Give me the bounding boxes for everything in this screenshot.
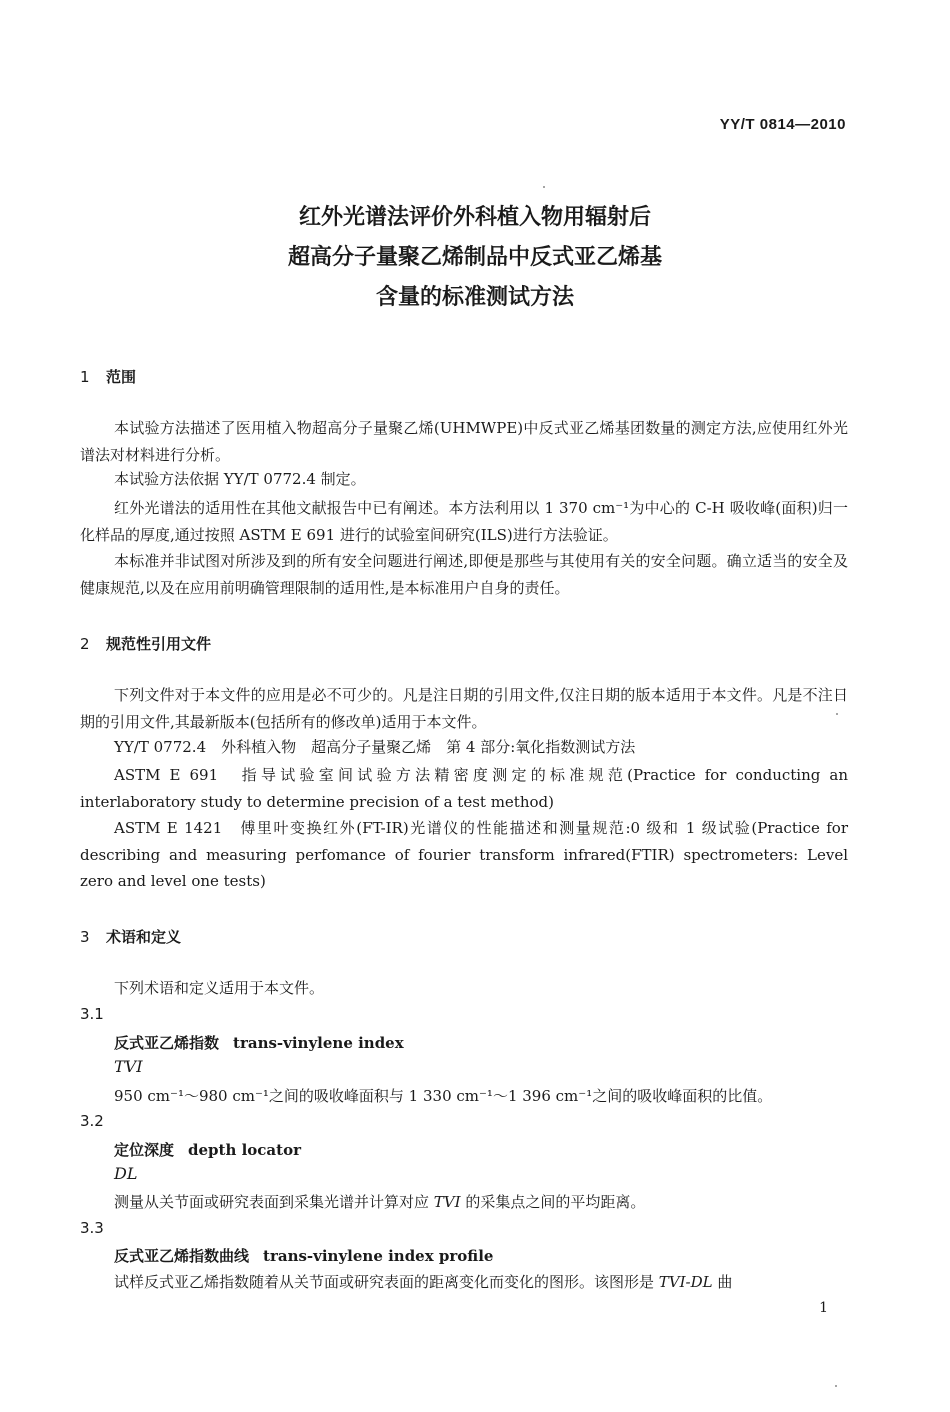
scan-speck: [835, 1385, 837, 1387]
document-title: [0, 198, 950, 318]
term-3-3-number: 3.3: [80, 1219, 104, 1237]
term-3-2-chinese: 定位深度: [114, 1141, 175, 1159]
section-2-paragraph-1: 下列文件对于本文件的应用是必不可少的。凡是注日期的引用文件,仅注日期的版本适用于本文件。凡是不注日期的引用文件,其最新版本(包括所有的修改单)适用于本文件。: [80, 686, 848, 731]
section-1-heading: [80, 366, 136, 387]
term-3-3-definition-symbol: TVI-DL: [658, 1273, 713, 1291]
term-3-1-number: 3.1: [80, 1005, 104, 1023]
title-line-3: 含量的标准测试方法: [375, 285, 574, 310]
section-1-paragraph-2: 本试验方法依据 YY/T 0772.4 制定。: [114, 470, 366, 488]
term-3-1-abbreviation: TVI: [114, 1057, 143, 1076]
term-3-3-definition: [114, 1271, 732, 1292]
page-number: 1: [819, 1300, 828, 1316]
term-3-2-definition-symbol: TVI: [433, 1193, 461, 1211]
section-1-number: 1: [80, 368, 90, 386]
term-3-1: [114, 1032, 404, 1053]
section-1-paragraph-4: 本标准并非试图对所涉及到的所有安全问题进行阐述,即便是那些与其使用有关的安全问题。确立适当的安全及健康规范,以及在应用前明确管理限制的适用性,是本标准用户自身的责任。: [80, 552, 848, 597]
term-3-2: [114, 1139, 301, 1160]
section-2-heading: [80, 633, 211, 654]
term-3-2-definition: [114, 1191, 645, 1212]
term-3-2-abbreviation: DL: [114, 1164, 138, 1183]
reference-astm-e1421: ASTM E 1421 傅里叶变换红外(FT-IR)光谱仪的性能描述和测量规范:0 级和 1 级试验(Practice for describing and measuring perfomance of fourier transform infrared(FTIR) spectrometers: Level zero and level one tests): [80, 819, 848, 890]
term-3-2-definition-start: 测量从关节面或研究表面到采集光谱并计算对应: [114, 1193, 434, 1211]
term-3-3-definition-start: 试样反式亚乙烯指数随着从关节面或研究表面的距离变化而变化的图形。该图形是: [114, 1273, 659, 1291]
section-3-title: 术语和定义: [106, 928, 182, 946]
section-1-paragraph-1: 本试验方法描述了医用植入物超高分子量聚乙烯(UHMWPE)中反式亚乙烯基团数量的测定方法,应使用红外光谱法对材料进行分析。: [80, 419, 848, 464]
title-line-1: 红外光谱法评价外科植入物用辐射后: [298, 205, 651, 230]
section-1-title: 范围: [106, 368, 137, 386]
section-2-number: 2: [80, 635, 90, 653]
scan-speck: [836, 713, 838, 715]
term-3-2-number: 3.2: [80, 1112, 104, 1130]
reference-yyt-0772-4: YY/T 0772.4 外科植入物 超高分子量聚乙烯 第 4 部分:氧化指数测试方法: [114, 738, 636, 756]
title-line-2: 超高分子量聚乙烯制品中反式亚乙烯基: [287, 245, 662, 270]
section-3-heading: [80, 926, 181, 947]
term-3-1-chinese: 反式亚乙烯指数: [114, 1034, 220, 1052]
reference-astm-e691: ASTM E 691 指导试验室间试验方法精密度测定的标准规范(Practice for conducting an interlaboratory study to determine precision of a test method): [80, 766, 848, 811]
section-3-number: 3: [80, 928, 90, 946]
term-3-1-english: trans-vinylene index: [233, 1034, 404, 1052]
term-3-2-definition-end: 的采集点之间的平均距离。: [460, 1193, 646, 1211]
section-1-paragraph-3: 红外光谱法的适用性在其他文献报告中已有阐述。本方法利用以 1 370 cm⁻¹为中心的 C-H 吸收峰(面积)归一化样品的厚度,通过按照 ASTM E 691 进行的试验室间研究(ILS)进行方法验证。: [80, 499, 848, 544]
term-3-3-english: trans-vinylene index profile: [263, 1247, 494, 1265]
term-3-1-definition: 950 cm⁻¹～980 cm⁻¹之间的吸收峰面积与 1 330 cm⁻¹～1 396 cm⁻¹之间的吸收峰面积的比值。: [114, 1087, 773, 1105]
scan-speck: [543, 186, 545, 188]
section-3-intro: 下列术语和定义适用于本文件。: [114, 979, 325, 997]
term-3-3: [114, 1245, 493, 1266]
standard-number: YY/T 0814—2010: [719, 116, 846, 133]
term-3-3-definition-end: 曲: [712, 1273, 733, 1291]
section-2-title: 规范性引用文件: [106, 635, 212, 653]
term-3-2-english: depth locator: [188, 1141, 301, 1159]
term-3-3-chinese: 反式亚乙烯指数曲线: [114, 1247, 250, 1265]
